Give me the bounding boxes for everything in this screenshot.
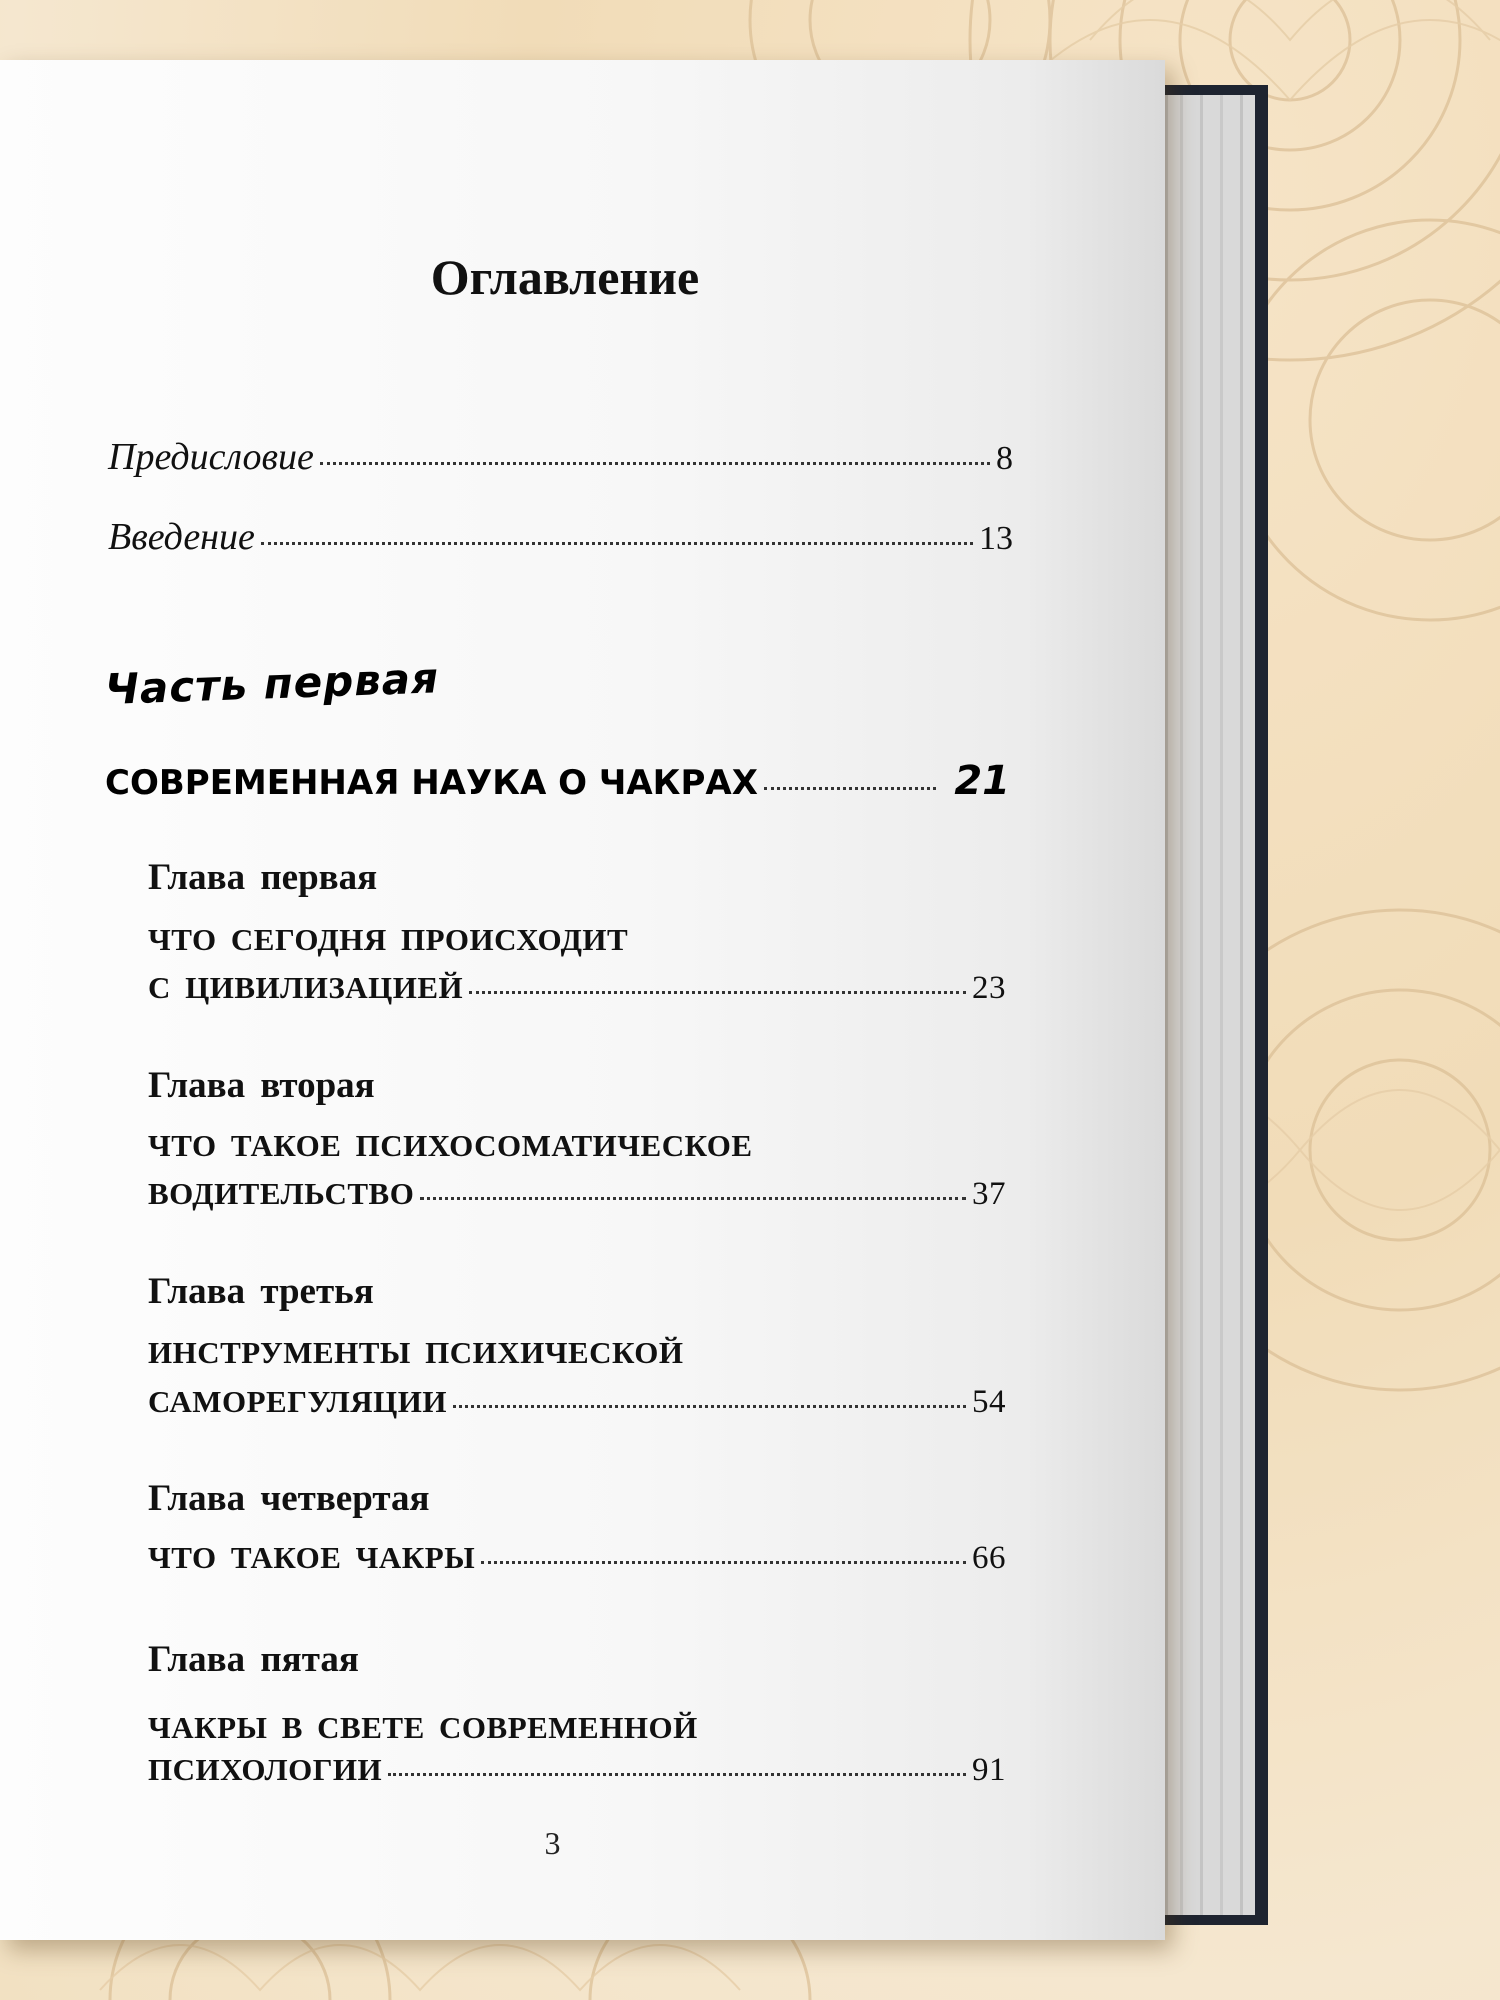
toc-entry-label: Предисловие [108, 436, 314, 478]
chapter-title-line: ЧТО ТАКОЕ ЧАКРЫ [148, 1540, 476, 1575]
part-label: Часть первая [104, 653, 440, 714]
toc-leader-dots [469, 991, 966, 994]
toc-leader-dots [388, 1773, 966, 1776]
toc-entry-page: 8 [996, 440, 1013, 477]
chapter-heading: Глава первая [148, 857, 378, 898]
page-number: 3 [544, 1825, 561, 1861]
toc-entry-page: 66 [972, 1540, 1006, 1576]
toc-entry-chapter-5 [148, 1752, 1006, 1789]
toc-entry-introduction [108, 515, 1013, 559]
book-edge [1150, 85, 1270, 1925]
part-title: СОВРЕМЕННАЯ НАУКА О ЧАКРАХ [105, 763, 758, 803]
toc-leader-dots [764, 787, 936, 790]
chapter-heading: Глава четвертая [148, 1478, 430, 1519]
chapter-title-line: ЧАКРЫ В СВЕТЕ СОВРЕМЕННОЙ [148, 1710, 698, 1745]
toc-entry-chapter-4 [148, 1540, 1006, 1577]
toc-entry-chapter-2 [148, 1176, 1006, 1213]
chapter-heading: Глава вторая [148, 1065, 375, 1106]
toc-entry-label: Введение [108, 516, 255, 558]
chapter-heading: Глава пятая [148, 1639, 359, 1680]
toc-entry-page: 13 [979, 520, 1013, 557]
chapter-title-line: ЧТО ТАКОЕ ПСИХОСОМАТИЧЕСКОЕ [148, 1128, 753, 1163]
toc-leader-dots [453, 1405, 966, 1408]
chapter-title-line: ВОДИТЕЛЬСТВО [148, 1176, 415, 1211]
toc-entry-preface [108, 435, 1013, 479]
chapter-title-line: С ЦИВИЛИЗАЦИЕЙ [148, 970, 464, 1005]
toc-entry-chapter-3 [148, 1384, 1006, 1421]
toc-title: Оглавление [430, 249, 700, 305]
chapter-title-line: САМОРЕГУЛЯЦИИ [148, 1384, 447, 1419]
toc-leader-dots [420, 1197, 966, 1200]
toc-entry-part-one [105, 758, 1010, 804]
toc-entry-page: 23 [972, 970, 1006, 1006]
chapter-title-line: ПСИХОЛОГИИ [148, 1752, 383, 1787]
chapter-title-line: ИНСТРУМЕНТЫ ПСИХИЧЕСКОЙ [148, 1335, 684, 1370]
toc-entry-page: 91 [972, 1752, 1006, 1788]
chapter-heading: Глава третья [148, 1271, 374, 1312]
toc-entry-chapter-1 [148, 970, 1006, 1007]
toc-leader-dots [320, 462, 990, 465]
toc-entry-page: 37 [972, 1176, 1006, 1212]
chapter-title-line: ЧТО СЕГОДНЯ ПРОИСХОДИТ [148, 922, 629, 957]
toc-entry-page: 54 [972, 1384, 1006, 1420]
part-page: 21 [954, 758, 1010, 804]
toc-leader-dots [481, 1561, 966, 1564]
toc-leader-dots [261, 542, 973, 545]
